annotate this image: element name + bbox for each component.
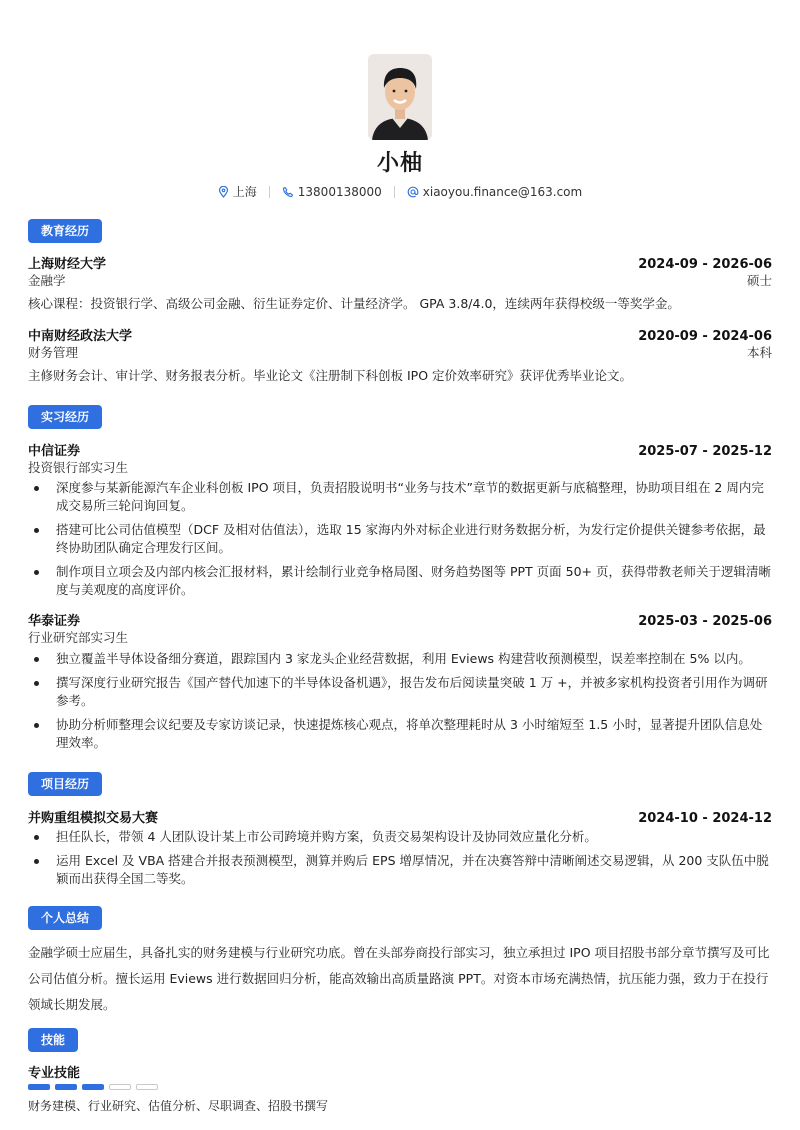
list-item: 撰写深度行业研究报告《国产替代加速下的半导体设备机遇》，报告发布后阅读量突破 1 万 +，并被多家机构投资者引用作为调研参考。 bbox=[28, 674, 772, 710]
company-name: 华泰证券 bbox=[28, 614, 81, 629]
location-pin-icon bbox=[218, 186, 229, 198]
education-header-1 bbox=[28, 253, 772, 272]
education-header-2 bbox=[28, 325, 772, 344]
skill-heading bbox=[28, 1062, 772, 1081]
internship-role-2 bbox=[28, 628, 772, 646]
internship-bullets-2 bbox=[28, 650, 772, 758]
school-name: 上海财经大学 bbox=[28, 257, 107, 272]
email-text[interactable]: xiaoyou.finance@163.com bbox=[422, 184, 583, 199]
education-description: 主修财务会计、审计学、财务报表分析。毕业论文《注册制下科创板 IPO 定价效率研究》获评优秀毕业论文。 bbox=[28, 368, 633, 383]
major: 金融学 bbox=[28, 273, 66, 288]
skill-level-filled bbox=[28, 1084, 50, 1090]
project-date: 2024-10 - 2024-12 bbox=[638, 811, 772, 826]
degree: 本科 bbox=[746, 345, 772, 360]
contact-location bbox=[218, 183, 257, 200]
location-text: 上海 bbox=[232, 185, 257, 199]
internship-header-2 bbox=[28, 610, 772, 629]
education-date: 2024-09 - 2026-06 bbox=[638, 257, 772, 272]
profile-photo bbox=[368, 54, 432, 140]
list-item: 制作项目立项会及内部内核会汇报材料，累计绘制行业竞争格局图、财务趋势图等 PPT 页面 50+ 页，获得带教老师关于逻辑清晰度与美观度的高度评价。 bbox=[28, 563, 772, 599]
skill-level-empty bbox=[136, 1084, 158, 1090]
project-name: 并购重组模拟交易大赛 bbox=[28, 811, 159, 826]
role: 投资银行部实习生 bbox=[28, 460, 129, 475]
contact-phone bbox=[282, 185, 382, 199]
divider bbox=[394, 186, 395, 198]
skill-level-filled bbox=[55, 1084, 77, 1090]
contact-info bbox=[0, 183, 800, 200]
role: 行业研究部实习生 bbox=[28, 630, 129, 645]
summary-text: 金融学硕士应届生，具备扎实的财务建模与行业研究功底。曾在头部券商投行部实习，独立承担过 IPO 项目招股书部分章节撰写及可比公司估值分析。擅长运用 Eviews 进行数据回归分析，能高效输出高质量路演 PPT。对资本市场充满热情，抗压能力强，致力于在投行领域长期发展。 bbox=[28, 945, 770, 1012]
project-bullets bbox=[28, 828, 772, 894]
section-title-internship: 实习经历 bbox=[28, 405, 102, 429]
internship-date: 2025-03 - 2025-06 bbox=[638, 614, 772, 629]
education-subheader-1 bbox=[28, 271, 772, 289]
degree: 硕士 bbox=[746, 273, 772, 288]
internship-date: 2025-07 - 2025-12 bbox=[638, 444, 772, 459]
skill-level-empty bbox=[109, 1084, 131, 1090]
internship-bullets-1 bbox=[28, 479, 772, 605]
internship-header-1 bbox=[28, 440, 772, 459]
education-date: 2020-09 - 2024-06 bbox=[638, 329, 772, 344]
skill-level-bar bbox=[28, 1084, 158, 1090]
contact-email[interactable] bbox=[407, 185, 582, 199]
education-subheader-2 bbox=[28, 343, 772, 361]
project-header bbox=[28, 807, 772, 826]
list-item: 搭建可比公司估值模型（DCF 及相对估值法），选取 15 家海内外对标企业进行财务数据分析，为发行定价提供关键参考依据，最终协助团队确定合理发行区间。 bbox=[28, 521, 772, 557]
skill-level-filled bbox=[82, 1084, 104, 1090]
candidate-name: 小柚 bbox=[376, 151, 423, 176]
school-name: 中南财经政法大学 bbox=[28, 329, 133, 344]
phone-icon bbox=[282, 186, 294, 198]
list-item: 独立覆盖半导体设备细分赛道，跟踪国内 3 家龙头企业经营数据，利用 Eviews 构建营收预测模型，误差率控制在 5% 以内。 bbox=[28, 650, 772, 668]
phone-text: 13800138000 bbox=[297, 184, 382, 199]
education-description: 核心课程：投资银行学、高级公司金融、衍生证券定价、计量经济学。 GPA 3.8/4.0，连续两年获得校级一等奖学金。 bbox=[28, 296, 680, 311]
at-sign-icon bbox=[407, 186, 419, 198]
list-item: 深度参与某新能源汽车企业科创板 IPO 项目，负责招股说明书“业务与技术”章节的数据更新与底稿整理，协助项目组在 2 周内完成交易所三轮问询回复。 bbox=[28, 479, 772, 515]
major: 财务管理 bbox=[28, 345, 79, 360]
section-title-education: 教育经历 bbox=[28, 219, 102, 243]
company-name: 中信证券 bbox=[28, 444, 81, 459]
list-item: 担任队长，带领 4 人团队设计某上市公司跨境并购方案，负责交易架构设计及协同效应量化分析。 bbox=[28, 828, 772, 846]
list-item: 协助分析师整理会议纪要及专家访谈记录，快速提炼核心观点，将单次整理耗时从 3 小时缩短至 1.5 小时，显著提升团队信息处理效率。 bbox=[28, 716, 772, 752]
list-item: 运用 Excel 及 VBA 搭建合并报表预测模型，测算并购后 EPS 增厚情况，并在决赛答辩中清晰阐述交易逻辑，从 200 支队伍中脱颖而出获得全国二等奖。 bbox=[28, 852, 772, 888]
skill-title: 专业技能 bbox=[28, 1066, 81, 1081]
section-title-summary: 个人总结 bbox=[28, 906, 102, 930]
avatar-illustration bbox=[368, 54, 432, 140]
section-title-skills: 技能 bbox=[28, 1028, 78, 1052]
divider bbox=[269, 186, 270, 198]
section-title-project: 项目经历 bbox=[28, 772, 102, 796]
skill-items: 财务建模、行业研究、估值分析、尽职调查、招股书撰写 bbox=[28, 1099, 329, 1113]
internship-role-1 bbox=[28, 458, 772, 476]
